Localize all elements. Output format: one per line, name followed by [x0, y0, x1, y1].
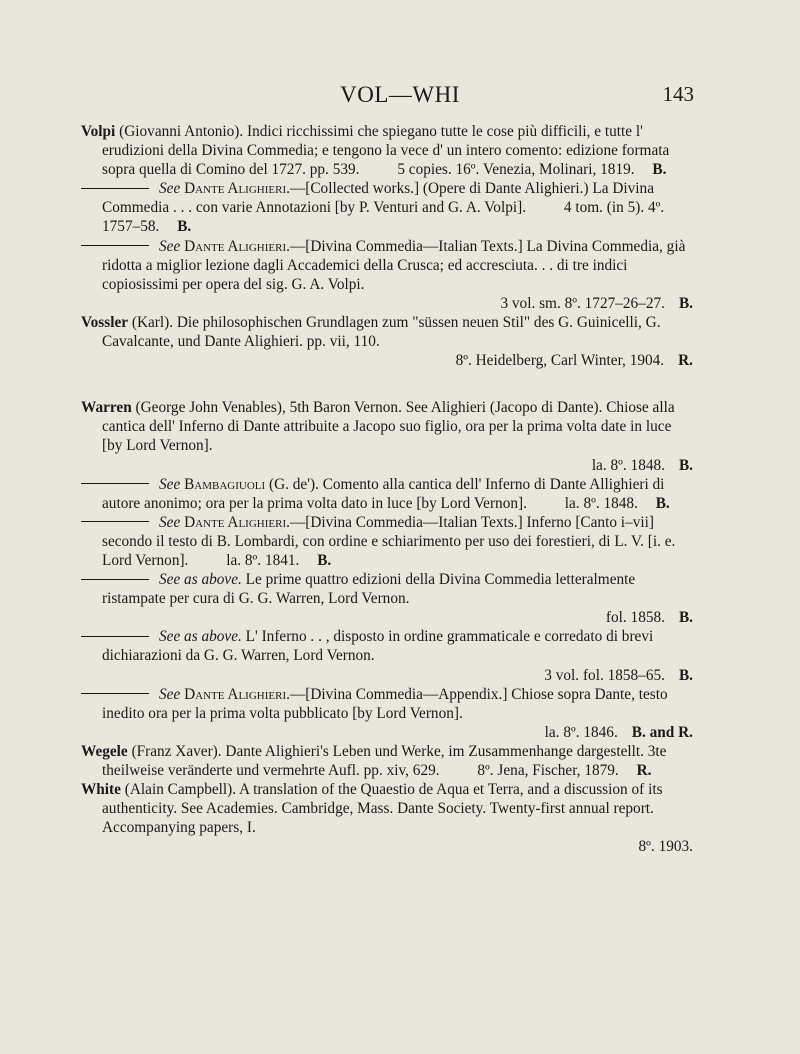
entry-imprint: la. 8º. 1841.	[226, 551, 300, 569]
entry-imprint: 8º. 1903.	[638, 838, 693, 856]
library-mark: B.	[317, 551, 332, 569]
library-mark: B. and R.	[631, 723, 693, 741]
entry-body: (Alain Campbell). A translation of the Quaestio de Aqua et Terra, and a discussion of its authenticity. See Academies. Cambridge, Mass. Dante Society. Twenty-first annual report. Accompanying papers, I.	[102, 781, 663, 837]
see-label: See as above.	[159, 571, 242, 589]
entry-body: (George John Venables), 5th Baron Vernon. See Alighieri (Jacopo di Dante). Chiose alla cantica dell' Inferno di Dante attribuite a Jacopo suo figlio, ora per la prima volta date in luce [by Lord Vernon].	[102, 399, 675, 455]
ditto-dash	[81, 188, 149, 189]
library-mark: B.	[655, 494, 670, 512]
entry-volpi	[81, 122, 693, 179]
entry-imprint: 5 copies. 16º. Venezia, Molinari, 1819.	[397, 161, 635, 179]
running-head: VOL—WHI	[340, 82, 460, 107]
library-mark: B.	[678, 666, 693, 684]
entry-imprint: 3 vol. sm. 8º. 1727–26–27.	[500, 294, 665, 312]
library-mark: B.	[678, 456, 693, 474]
entry-imprint: la. 8º. 1848.	[591, 456, 665, 474]
cross-reference: Dante Alighieri	[184, 237, 287, 255]
cross-reference: Dante Alighieri	[184, 180, 287, 198]
entry-heading: Volpi	[81, 123, 116, 140]
entry-imprint: 8º. Jena, Fischer, 1879.	[477, 762, 619, 779]
entry-body: (Franz Xaver). Dante Alighieri's Leben und Werke, im Zusammenhange dargestellt. 3te theilweise veränderte und vermehrte Aufl. pp. xiv, 629.	[102, 742, 667, 779]
entry-body: L' Inferno . . , disposto in ordine grammaticale e corredato di brevi dichiarazioni da G. G. Warren, Lord Vernon.	[102, 628, 654, 665]
see-label: See	[159, 475, 181, 493]
entry-volpi-see-1	[81, 179, 693, 236]
entry-body: Le prime quattro edizioni della Divina Commedia letteralmente ristampate per cura di G. G. Warren, Lord Vernon.	[102, 571, 636, 608]
entry-body: .—[Divina Commedia—Italian Texts.] La Divina Commedia, già ridotta a miglior lezione dagli Accademici della Crusca; ed accresciuta. . . di tre indici copiosissimi per opera del sig. G. A. Volpi.	[102, 237, 686, 293]
entry-imprint: la. 8º. 1846.	[544, 723, 618, 741]
ditto-dash	[81, 636, 149, 637]
library-mark: B.	[177, 218, 192, 236]
entry-imprint: la. 8º. 1848.	[564, 494, 638, 512]
entry-body: (G. de'). Comento alla cantica dell' Inferno di Dante Allighieri di autore anonimo; ora per la prima volta dato in luce [by Lord Vernon].	[102, 475, 665, 512]
entry-body: .—[Collected works.] (Opere di Dante Alighieri.) La Divina Commedia . . . con varie Annotazioni [by P. Venturi and G. A. Volpi].	[102, 180, 654, 217]
entry-body: .—[Divina Commedia—Appendix.] Chiose sopra Dante, testo inedito ora per la prima volta pubblicato [by Lord Vernon].	[102, 685, 668, 722]
entry-imprint: 4 tom. (in 5). 4º. 1757–58.	[102, 199, 665, 236]
entry-warren-see-1	[81, 475, 693, 513]
catalogue-text	[81, 122, 693, 856]
entry-heading: Vossler	[81, 313, 129, 331]
entry-heading: White	[81, 781, 121, 799]
ditto-dash	[81, 521, 149, 522]
cross-reference: Dante Alighieri	[184, 685, 287, 703]
entry-volpi-see-2	[81, 237, 693, 313]
entry-warren-see-2	[81, 513, 693, 570]
entry-imprint: 8º. Heidelberg, Carl Winter, 1904.	[455, 352, 665, 370]
entry-wegele	[81, 742, 693, 780]
see-label: See	[159, 237, 181, 255]
ditto-dash	[81, 579, 149, 580]
entry-warren-see-5	[81, 685, 693, 742]
library-mark: B.	[678, 609, 693, 627]
page-number: 143	[662, 82, 694, 106]
entry-heading: Warren	[81, 399, 132, 417]
ditto-dash	[81, 483, 149, 484]
entry-body: .—[Divina Commedia—Italian Texts.] Inferno [Canto i–vii] secondo il testo di B. Lombardi, con ordine e schiarimento per uso dei forestieri, di L. V. [i. e. Lord Vernon].	[102, 513, 676, 569]
section-gap	[81, 370, 693, 398]
see-label: See	[159, 685, 181, 703]
entry-imprint: 3 vol. fol. 1858–65.	[544, 666, 665, 684]
entry-body: (Karl). Die philosophischen Grundlagen zum "süssen neuen Stil" des G. Guinicelli, G. Cavalcante, und Dante Alighieri. pp. vii, 110.	[102, 313, 661, 351]
see-label: See as above.	[159, 628, 242, 646]
library-mark: R.	[636, 762, 652, 779]
entry-heading: Wegele	[81, 742, 128, 760]
cross-reference: Dante Alighieri	[184, 513, 287, 531]
see-label: See	[159, 180, 181, 198]
ditto-dash	[81, 693, 149, 694]
ditto-dash	[81, 245, 149, 246]
see-label: See	[159, 513, 181, 531]
library-mark: R.	[678, 352, 693, 370]
entry-warren	[81, 398, 693, 474]
entry-warren-see-3	[81, 570, 693, 627]
library-mark: B.	[652, 161, 667, 179]
entry-imprint: fol. 1858.	[605, 609, 665, 627]
entry-body: (Giovanni Antonio). Indici ricchissimi che spiegano tutte le cose più difficili, e tutte l' erudizioni della Divina Commedia; e tengono la vece d' un intero comento: edizione formata sopra quella di Comino del 1727. pp. 539.	[102, 123, 670, 179]
entry-vossler	[81, 313, 693, 370]
entry-warren-see-4	[81, 627, 693, 684]
library-mark: B.	[678, 294, 693, 312]
cross-reference: Bambagiuoli	[184, 475, 266, 493]
entry-white	[81, 780, 693, 856]
